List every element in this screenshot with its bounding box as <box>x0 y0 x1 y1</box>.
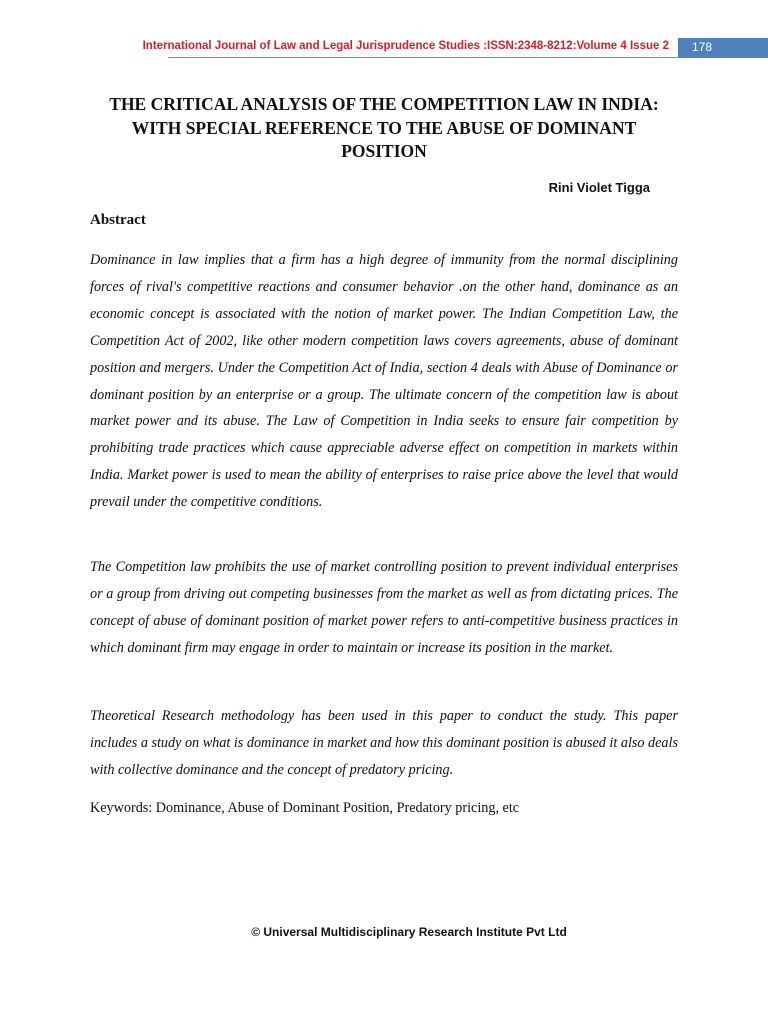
abstract-paragraph: Dominance in law implies that a firm has a high degree of immunity from the normal disciplining forces of rival's competitive reactions and consumer behavior .on the other hand, dominance as an economic concept is associated with the notion of market power. The Indian Competition Law, the Competition Act of 2002, like other modern competition laws covers agreements, abuse of dominant position and mergers. Under the Competition Act of India, section 4 deals with Abuse of Dominance or dominant position by an enterprise or a group. The ultimate concern of the competition law is about market power and its abuse. The Law of Competition in India seeks to ensure fair competition by prohibiting trade practices which cause appreciable adverse effect on competition in markets within India. Market power is used to mean the ability of enterprises to raise price above the level that would prevail under the competitive conditions. <box>90 252 678 511</box>
title-line: THE CRITICAL ANALYSIS OF THE COMPETITION LAW IN INDIA: <box>109 94 659 114</box>
copyright-footer: © Universal Multidisciplinary Research Institute Pvt Ltd <box>251 925 567 939</box>
title-line: WITH SPECIAL REFERENCE TO THE ABUSE OF DOMINANT <box>131 117 637 138</box>
journal-citation: International Journal of Law and Legal Jurisprudence Studies :ISSN:2348-8212:Volume 4 Issue 2 <box>142 40 669 52</box>
page-number: 178 <box>692 40 713 54</box>
header-rule <box>168 57 678 58</box>
author-name: Rini Violet Tigga <box>548 180 650 195</box>
abstract-paragraph: Theoretical Research methodology has been used in this paper to conduct the study. This paper includes a study on what is dominance in market and how this dominant position is abused it also deals with collective dominance and the concept of predatory pricing. <box>90 708 678 778</box>
page-number-box <box>678 38 768 58</box>
abstract-paragraph: The Competition law prohibits the use of market controlling position to prevent individual enterprises or a group from driving out competing businesses from the market as well as from dictating prices. The concept of abuse of dominant position of market power refers to anti-competitive business practices in which dominant firm may engage in order to maintain or increase its position in the market. <box>90 559 678 656</box>
title-line: POSITION <box>341 141 427 161</box>
keywords-line: Keywords: Dominance, Abuse of Dominant Position, Predatory pricing, etc <box>90 800 520 816</box>
abstract-heading: Abstract <box>90 212 146 228</box>
article-title <box>70 93 698 164</box>
running-header <box>0 36 768 58</box>
